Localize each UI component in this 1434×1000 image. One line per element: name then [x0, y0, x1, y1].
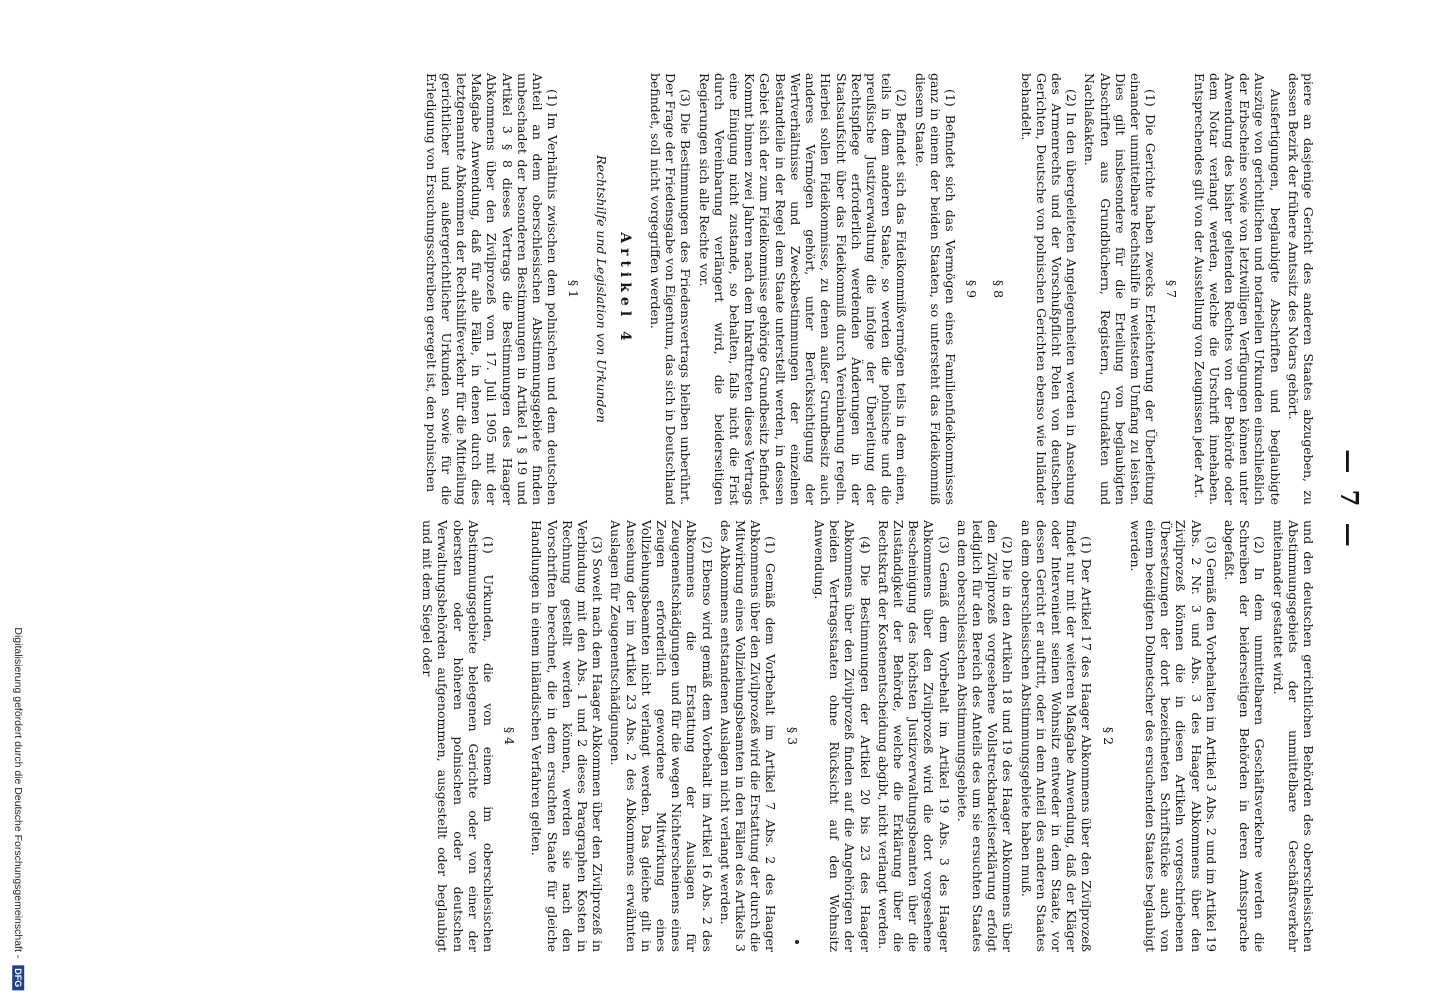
paragraph: (3) Gemäß den Vorbehalten im Artikel 3 Abs. 2 und im Artikel 19 Abs. 2 Nr. 3 und Abs. 3 des Haager Abkommens über den Zivilprozeß können die in diesen Artikeln vorgeschriebenen Übersetzungen der dort bezeichneten Schriftstücke auch von einem beeidigten Dolmetscher des ersuchenden Staates beglaubigt werden. [1127, 520, 1219, 952]
section-heading: § 8 [991, 279, 1007, 299]
paragraph: (1) Der Artikel 17 des Haager Abkommens über den Zivilprozeß findet nur mit der weiteren Maßgabe Anwendung, daß der Kläger oder Intervenient seinen Wohnsitz entweder in dem Staate, vor dessen Gericht er auftritt, oder in dem Anteil des anderen Staates an dem oberschlesischen Abstimmungsgebiete haben muß. [1018, 520, 1095, 952]
paragraph: piere an dasjenige Gericht des anderen Staates abzugeben, zu dessen Bezirk der frühere Amtssitz des Notars gehört. [1285, 73, 1316, 505]
paragraph: (4) Die Bestimmungen der Artikel 20 bis 23 des Haager Abkommens über den Zivilprozeß finden auf die Angehörigen der beiden Vertragsstaaten ohne Rücksicht auf den Wohnsitz Anwendung. [811, 520, 873, 952]
paragraph: (2) In dem unmittelbaren Geschäftsverkehre werden die Schreiben der beiderseitigen Behörden in deren Amtssprache abgefaßt. [1221, 520, 1268, 952]
digitization-credit [12, 627, 24, 990]
paragraph: (2) In den übergeleiteten Angelegenheiten werden in Ansehung des Armenrechts und der Vorschußpflicht Polen von deutschen Gerichten, Deutsche von polnischen Gerichten ebenso wie Inländer behandelt. [1018, 73, 1080, 505]
paragraph: (3) Soweit nach dem Haager Abkommen über den Zivilprozeß in Verbindung mit den Abs. 1 und 2 dieses Paragraphen Kosten in Rechnung gestellt werden können, werden sie nach den Vorschriften berechnet, die in dem ersuchten Staate für gleiche Handlungen in einem inländischen Verfahren gelten. [529, 520, 606, 952]
paragraph: (1) Befindet sich das Vermögen eines Familienfideikommisses ganz in einem der beiden Staaten, so untersteht das Fideikommiß diesem Staate. [912, 73, 958, 505]
paragraph: (3) Gemäß dem Vorbehalt im Artikel 19 Abs. 3 des Haager Abkommens über den Zivilprozeß wird die dort vorgesehene Bescheinigung des höchsten Justizverwaltungsbeamten über die Zuständigkeit der Behörde, welche die Erklärung über die Rechtskraft der Kostenentscheidung abgibt, nicht verlangt werden. [875, 520, 952, 952]
credit-text: Digitalisierung gefördert durch die Deutsche Forschungsgemeinschaft - [12, 627, 25, 959]
article-heading: Artikel 4 [616, 232, 633, 346]
paragraph: (1) Gemäß dem Vorbehalt im Artikel 7 Abs. 2 des Haager Abkommens über den Zivilprozeß wird die Erstattung der durch die Mitwirkung eines Vollziehungsbeamten in den Fällen des Artikels 3 des Abkommens entstandenen Auslagen nicht verlangt werden. [717, 520, 779, 952]
paragraph: (1) Im Verhältnis zwischen dem polnischen und dem deutschen Anteil an dem oberschlesischen Abstimmungsgebiete finden unbeschadet der besonderen Bestimmungen in Artikel 1 § 19 und Artikel 3 § 8 dieses Vertrags die Bestimmungen des Haager Abkommens über den Zivilprozeß vom 17. Juli 1905 mit der Maßgabe Anwendung, daß für alle Fälle, in denen durch dies letztgenannte Abkommen der Rechtshilfeverkehr für die Mitteilung gerichtlicher und außergerichtlicher Urkunden sowie für die Erledigung von Ersuchungsschreiben geregelt ist, den polnischen [423, 73, 561, 505]
section-heading: § 4 [502, 726, 518, 746]
paragraph: (2) Ebenso wird gemäß dem Vorbehalt im Artikel 16 Abs. 2 des Abkommens die Erstattung der Auslagen für Zeugenentschädigungen und für die wegen Nichterscheinens eines Zeugen erforderlich gewordene Mitwirkung eines Vollziehungsbeamten nicht verlangt werden. Das gleiche gilt in Ansehung der im Artikel 23 Abs. 2 des Abkommens erwähnten Auslagen für Zeugenentschädigungen. [608, 520, 715, 952]
paragraph: Ausfertigungen, beglaubigte Abschriften und beglaubigte Auszüge von gerichtlichen und notariellen Urkunden einschließlich der Erbscheine sowie von letztwilligen Verfügungen können unter Anwendung des bisher geltenden Rechtes von der Behörde oder dem Notar verlangt werden, welche die Urschrift innehaben. Entsprechendes gilt von der Ausstellung von Zeugnissen jeder Art. [1191, 73, 1283, 505]
paragraph: (2) Befindet sich das Fideikommißvermögen teils in dem einen, teils in dem anderen Staate, so werden die polnische und die preußische Justizverwaltung die infolge der Überleitung der Rechtspflege erforderlich werdenden Änderungen in der Staatsaufsicht über das Fideikommiß durch Vereinbarung regeln. Hierbei sollen Fideikommisse, zu denen außer Grundbesitz auch anderes Vermögen gehört, unter Berücksichtigung der Wertverhältnisse und Zweckbestimmungen der einzelnen Bestandteile in der Regel dem Staate unterstellt werden, in dessen Gebiet sich der zum Fideikommisse gehörige Grundbesitz befindet. Kommt binnen zwei Jahren nach dem Inkrafttreten dieses Vertrags eine Einigung nicht zustande, so behalten, falls nicht die Frist durch Vereinbarung verlängert wird, die beiderseitigen Regierungen sich alle Rechte vor. [696, 73, 910, 505]
section-heading: § 3 [784, 726, 800, 746]
scan-speck [795, 940, 799, 944]
page-number: — 7 — [1335, 449, 1364, 551]
dfg-logo: DFG [12, 965, 24, 990]
paragraph: (2) Die in den Artikeln 18 und 19 des Haager Abkommens über den Zivilprozeß vorgesehene Vollstreckbarkeitserklärung erfolgt lediglich für den Bereich des Anteils des um sie ersuchten Staates an dem oberschlesischen Abstimmungsgebiete. [954, 520, 1016, 952]
section-heading: § 9 [964, 279, 980, 299]
article-subheading: Rechtshilfe und Legislation von Urkunden [593, 155, 609, 423]
paragraph: (1) Urkunden, die von einem im oberschlesischen Abstimmungsgebiete belegenen Gerichte oder von einer der obersten oder höheren polnischen oder deutschen Verwaltungsbehörden aufgenommen, ausgestellt oder beglaubigt und mit dem Siegel oder [420, 520, 497, 952]
section-heading: § 1 [566, 279, 582, 299]
right-text-column [417, 520, 1316, 952]
paragraph: (3) Die Bestimmungen des Friedensvertrags bleiben unberührt. Der Frage der Friedensgabe von Eigentum, das sich in Deutschland befindet, soll nicht vorgegriffen werden. [648, 73, 694, 505]
left-text-column [420, 73, 1316, 505]
section-heading: § 7 [1164, 279, 1180, 299]
paragraph: (1) Die Gerichte haben zwecks Erleichterung der Überleitung einander unmittelbare Rechtshilfe in weitestem Umfang zu leisten. Dies gilt insbesondere für die Erteilung von beglaubigten Abschriften aus Grundbüchern, Registern, Grundakten und Nachlaßakten. [1082, 73, 1159, 505]
paragraph: und den deutschen gerichtlichen Behörden des oberschlesischen Abstimmungsgebiets der unmittelbare Geschäftsverkehr miteinander gestattet wird. [1270, 520, 1316, 952]
section-heading: § 2 [1100, 726, 1116, 746]
